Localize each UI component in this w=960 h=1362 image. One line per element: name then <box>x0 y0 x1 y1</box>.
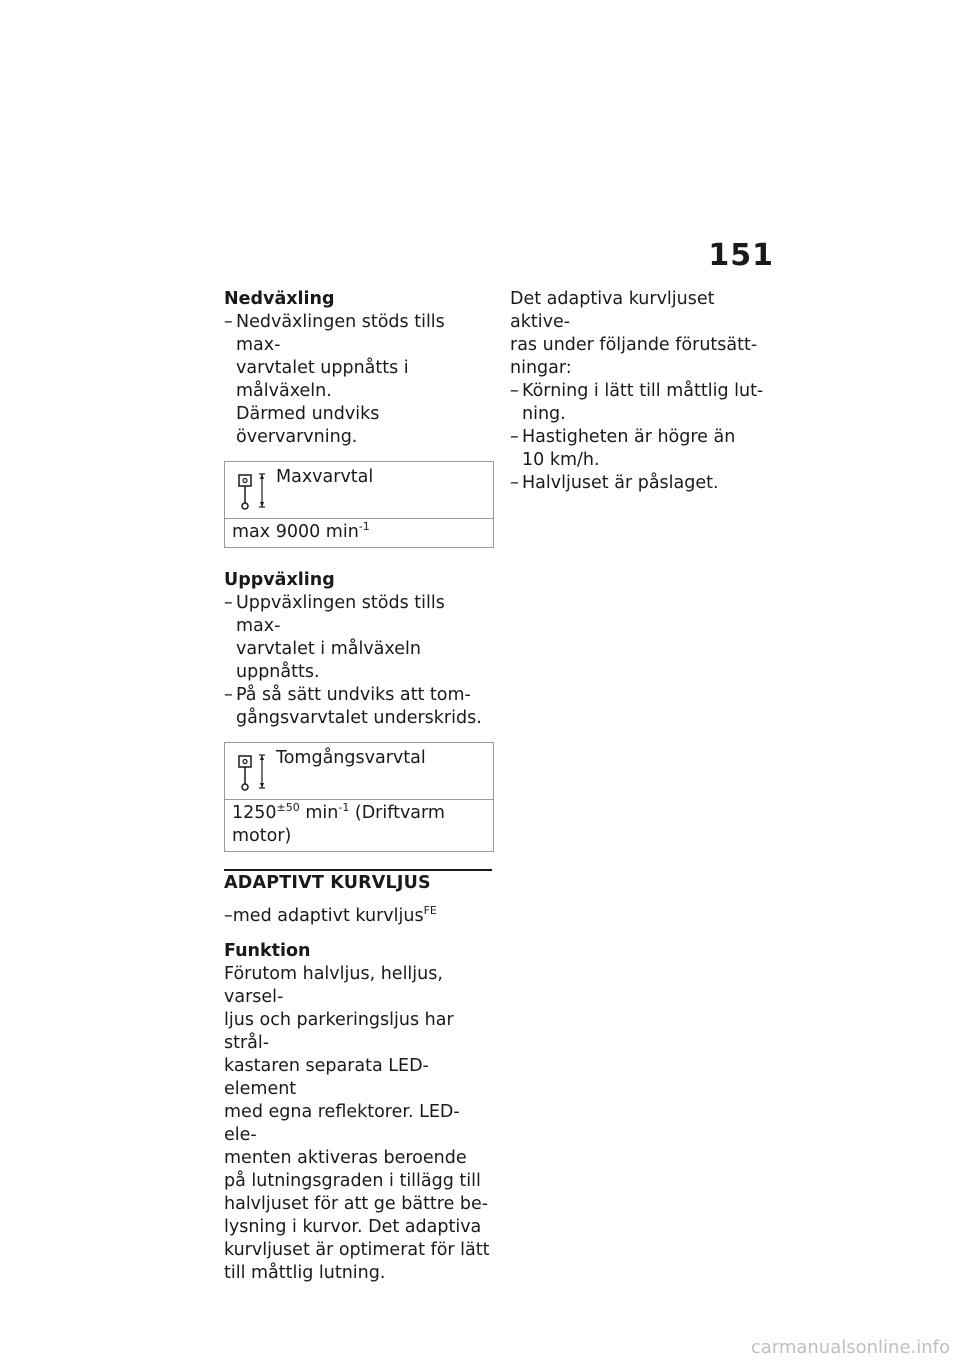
spec-value: max 9000 $\min^{-1}$ <box>232 520 370 542</box>
page-number: 151 <box>708 238 774 273</box>
list-item: – Nedväxlingen stöds tills max- varvtalet uppnåtts i målväxeln. Därmed undviks övervarvning. <box>224 312 445 447</box>
upshift-list <box>224 592 492 730</box>
list-item: – Hastigheten är högre än 10 km/h. <box>510 427 736 470</box>
list-item: – Halvljuset är påslaget. <box>510 473 719 493</box>
downshift-heading: Nedväxling <box>224 289 335 309</box>
downshift-list <box>224 311 492 449</box>
spec-title: Tomgångsvarvtal <box>276 748 426 768</box>
watermark: carmanualsonline.info <box>750 1337 950 1358</box>
equipment-note: –med adaptivt kurvljus$^{FE}$ <box>224 904 437 926</box>
upshift-heading: Uppväxling <box>224 570 335 590</box>
conditions-list <box>510 380 770 495</box>
section-divider <box>224 869 492 871</box>
section-title: ADAPTIVT KURVLJUS <box>224 873 431 893</box>
function-heading: Funktion <box>224 941 311 961</box>
function-paragraph: Förutom halvljus, helljus, varsel- ljus och parkeringsljus har strål- kastaren separata LED-element med egna reflektorer. LED-ele- menten aktiveras beroende på lutningsgraden i tillägg till halvljuset för att ge bättre be- lysning i kurvor. Det adaptiva kurvljuset är optimerat för lätt till måttlig lutning. <box>224 964 490 1283</box>
engine-piston-icon <box>237 752 267 792</box>
spec-value: $1250^{\pm 50}$ $\min^{-1}$ (Driftvarm motor) <box>232 801 445 846</box>
engine-piston-icon <box>237 471 267 511</box>
spec-box-max-rpm <box>224 461 494 548</box>
left-column <box>224 288 492 1285</box>
right-column <box>510 288 770 495</box>
list-item: – På så sätt undviks att tom- gångsvarvtalet underskrids. <box>224 685 482 728</box>
spec-box-idle-rpm <box>224 742 494 852</box>
list-item: – Körning i lätt till måttlig lut- ning. <box>510 381 764 424</box>
list-item: – Uppväxlingen stöds tills max- varvtalet i målväxeln uppnåtts. <box>224 593 445 682</box>
spec-title: Maxvarvtal <box>276 467 374 487</box>
intro-paragraph: Det adaptiva kurvljuset aktive- ras under följande förutsätt- ningar: <box>510 289 758 378</box>
